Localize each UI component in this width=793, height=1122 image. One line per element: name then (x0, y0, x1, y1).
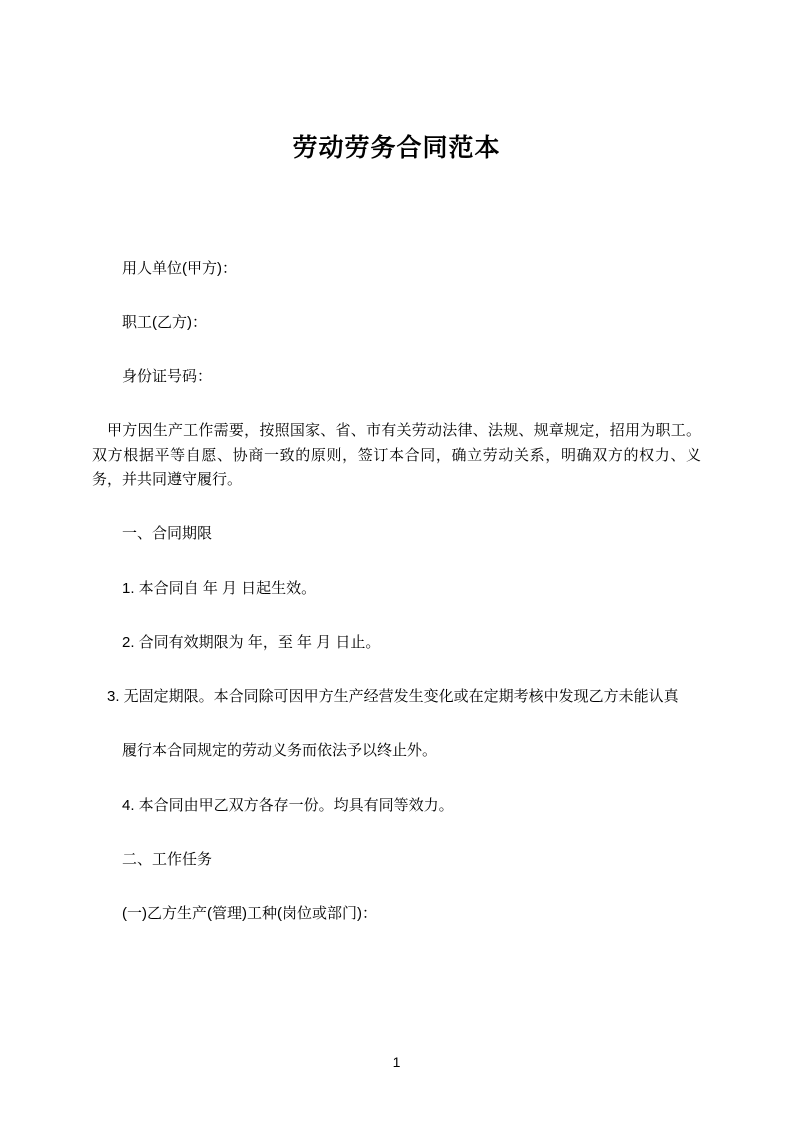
paragraph-preamble: 甲方因生产工作需要，按照国家、省、市有关劳动法律、法规、规章规定，招用为职工。双方根据平等自愿、协商一致的原则，签订本合同，确立劳动关系，明确双方的权力、义务，并共同遵守履行。 (92, 422, 701, 488)
paragraph-clause-1-3-continued: 履行本合同规定的劳动义务而依法予以终止外。 (122, 742, 438, 760)
paragraph-clause-1-4: 4. 本合同由甲乙双方各存一份。均具有同等效力。 (122, 796, 454, 814)
paragraph-clause-1-3: 3. 无固定期限。本合同除可因甲方生产经营发生变化或在定期考核中发现乙方未能认真 (107, 688, 679, 706)
page-number: 1 (392, 1054, 401, 1070)
paragraph-employer: 用人单位(甲方)： (122, 259, 237, 277)
paragraph-id-number: 身份证号码： (122, 368, 213, 386)
heading-section-1: 一、合同期限 (122, 525, 213, 543)
page-title: 劳动劳务合同范本 (292, 134, 501, 162)
paragraph-clause-2-1: (一)乙方生产(管理)工种(岗位或部门)： (122, 905, 377, 923)
document-body (92, 257, 701, 927)
heading-section-2: 二、工作任务 (122, 851, 213, 869)
paragraph-employee: 职工(乙方)： (122, 313, 207, 331)
paragraph-clause-1-1: 1. 本合同自 年 月 日起生效。 (122, 579, 317, 597)
paragraph-clause-1-2: 2. 合同有效期限为 年，至 年 月 日止。 (122, 633, 381, 651)
